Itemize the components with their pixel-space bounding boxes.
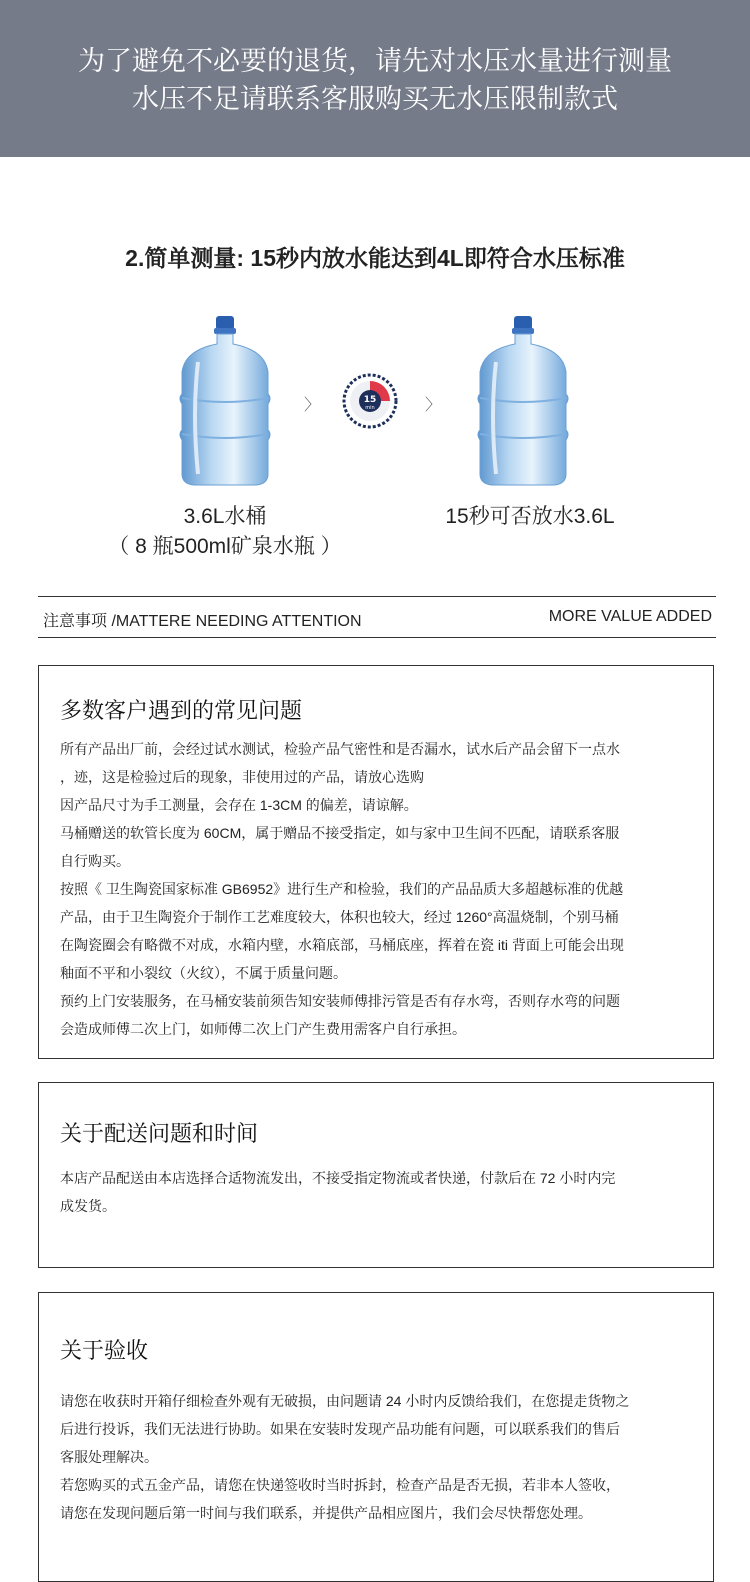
- timer-unit: min: [365, 405, 375, 411]
- caption-right: 15秒可否放水3.6L: [445, 505, 615, 528]
- arrow-right-icon: 〉: [304, 397, 321, 414]
- step-title: 2.简单测量: 15秒内放水能达到4L即符合水压标准: [125, 245, 625, 271]
- faq-line: 所有产品出厂前，会经过试水测试，检验产品气密性和是否漏水，试水后产品会留下一点水: [60, 741, 620, 757]
- faq-line: 自行购买。: [60, 853, 130, 869]
- faq-line: 马桶赠送的软管长度为 60CM，属于赠品不接受指定，如与家中卫生间不匹配，请联系客服: [60, 825, 620, 841]
- faq-line: 在陶瓷圈会有略微不对成，水箱内壁，水箱底部，马桶底座，挥着在瓷 iti 背面上可能会出现: [60, 937, 624, 953]
- acceptance-box: [38, 1292, 714, 1582]
- banner-line-2: 水压不足请联系客服购买无水压限制款式: [132, 84, 618, 114]
- acceptance-line: 客服处理解决。: [60, 1449, 158, 1465]
- acceptance-line: 请您在发现问题后第一时间与我们联系，并提供产品相应图片，我们会尽快帮您处理。: [60, 1505, 592, 1521]
- delivery-box: [38, 1082, 714, 1268]
- more-value-label: MORE VALUE ADDED: [548, 608, 712, 625]
- faq-line: 产品，由于卫生陶瓷介于制作工艺难度较大，体积也较大，经过 1260°高温烧制，个别马桶: [60, 909, 619, 925]
- acceptance-line: 若您购买的式五金产品，请您在快递签收时当时拆封，检查产品是否无损，若非本人签收，: [60, 1477, 620, 1493]
- faq-box: [38, 665, 714, 1059]
- divider-bottom: [38, 637, 716, 638]
- acceptance-line: 请您在收获时开箱仔细检查外观有无破损，由问题请 24 小时内反馈给我们，在您提走货物之: [60, 1393, 630, 1409]
- faq-line: 按照《 卫生陶瓷国家标准 GB6952》进行生产和检验，我们的产品品质大多超越标准的优越: [60, 881, 624, 897]
- faq-title: 多数客户遇到的常见问题: [60, 698, 303, 723]
- delivery-line: 本店产品配送由本店选择合适物流发出，不接受指定物流或者快递，付款后在 72 小时内完: [60, 1170, 616, 1186]
- banner-line-1: 为了避免不必要的退货，请先对水压水量进行测量: [78, 46, 672, 76]
- water-bottle-icon-2: [468, 314, 578, 489]
- acceptance-body: [60, 1387, 700, 1527]
- water-bottle-icon: [170, 314, 280, 489]
- acceptance-line: 后进行投诉，我们无法进行协助。如果在安装时发现产品功能有问题，可以联系我们的售后: [60, 1421, 620, 1437]
- delivery-body: [60, 1164, 700, 1220]
- divider-top: [38, 596, 716, 597]
- delivery-title: 关于配送问题和时间: [60, 1121, 259, 1146]
- timer-number: 15: [363, 395, 377, 405]
- attention-label: 注意事项 /MATTERE NEEDING ATTENTION: [43, 613, 362, 630]
- faq-body: [60, 735, 700, 1043]
- faq-line: 会造成师傅二次上门，如师傅二次上门产生费用需客户自行承担。: [60, 1021, 466, 1037]
- caption-left-2: （ 8 瓶500ml矿泉水瓶 ）: [108, 535, 342, 558]
- faq-line: 预约上门安装服务，在马桶安装前须告知安装师傅排污管是否有存水弯，否则存水弯的问题: [60, 993, 620, 1009]
- delivery-line: 成发货。: [60, 1198, 116, 1214]
- acceptance-title: 关于验收: [60, 1338, 149, 1363]
- top-banner: [0, 0, 750, 157]
- faq-line: 釉面不平和小裂纹（火纹），不属于质量问题。: [60, 965, 347, 981]
- timer-icon: [342, 373, 398, 429]
- caption-left-1: 3.6L水桶: [183, 505, 267, 528]
- arrow-right-icon-2: 〉: [425, 397, 442, 414]
- faq-line: 因产品尺寸为手工测量，会存在 1-3CM 的偏差，请谅解。: [60, 797, 418, 813]
- faq-line: ，迹，这是检验过后的现象，非使用过的产品，请放心选购: [60, 769, 424, 785]
